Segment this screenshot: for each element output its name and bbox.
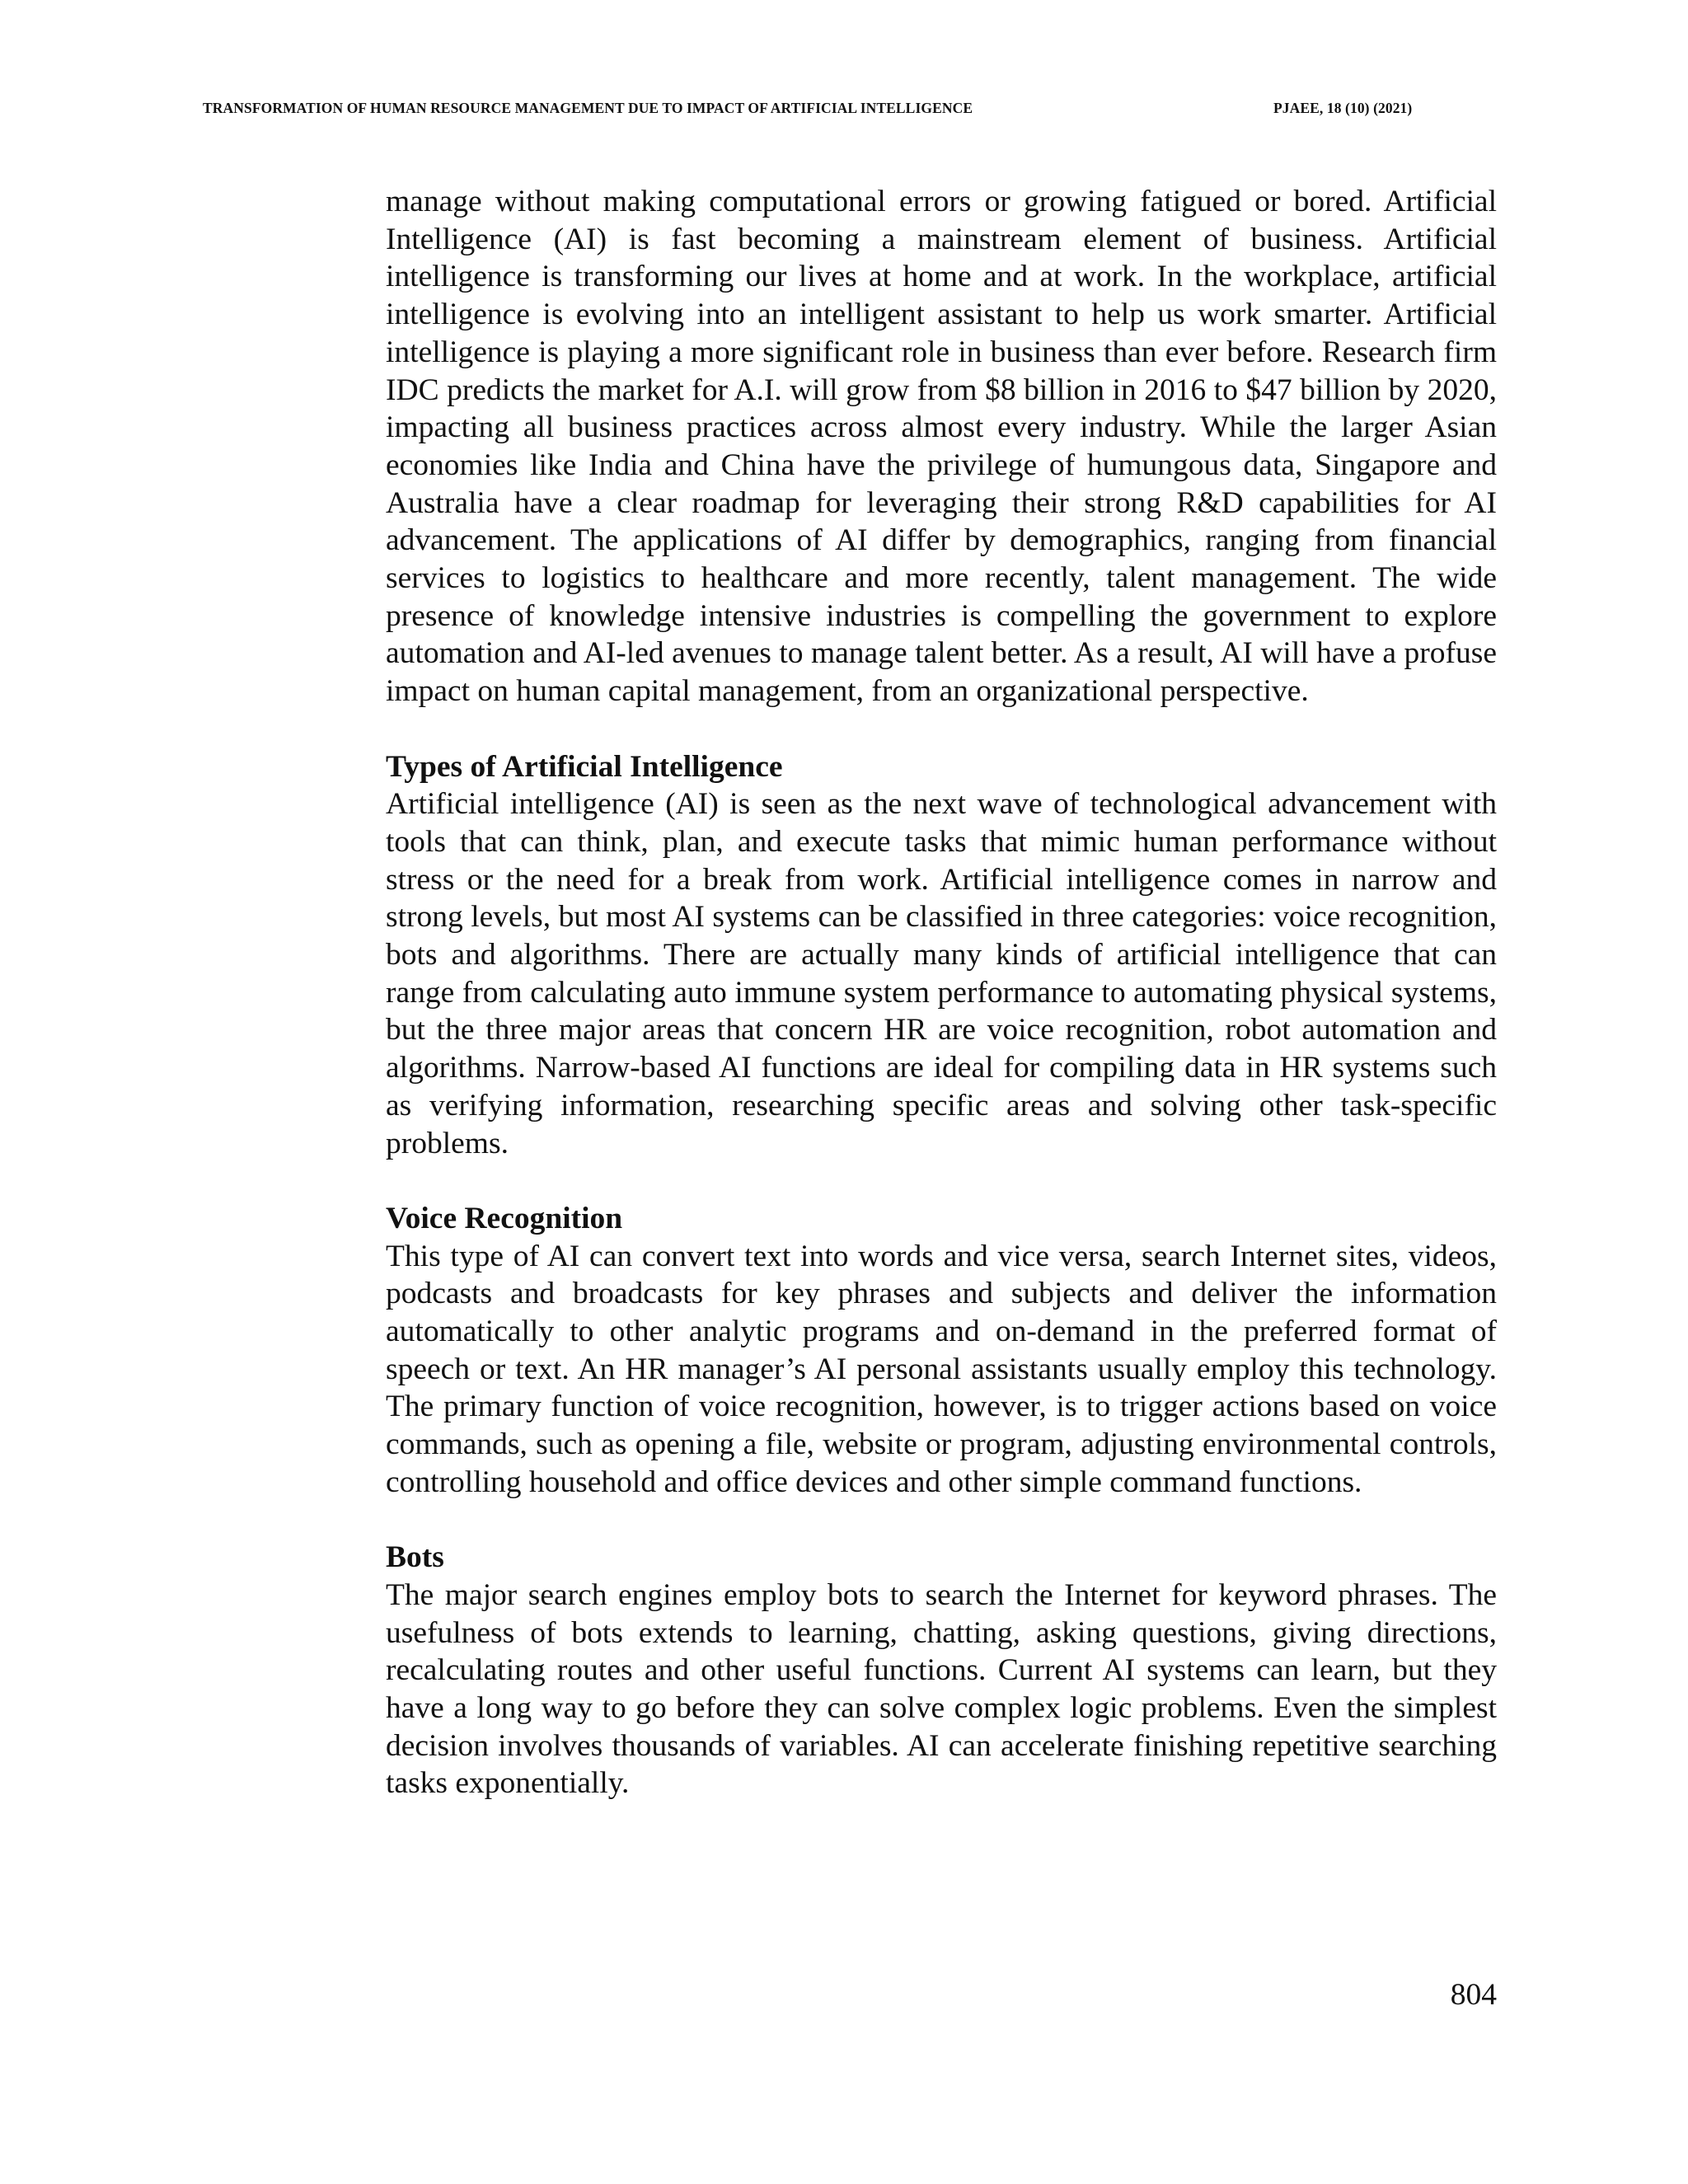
section-paragraph: This type of AI can convert text into words and vice versa, search Internet sites, videos, podcasts and broadcasts for key phrases and subjects and deliver the information automatically to other analytic programs and on-demand in the preferred format of speech or text. An HR manager’s AI personal assistants usually employ this technology. The primary function of voice recognition, however, is to trigger actions based on voice commands, such as opening a file, website or program, adjusting environmental controls, controlling household and office devices and other simple command functions. [386,1239,1497,1499]
section-types-of-ai [386,748,1497,1163]
section-paragraph: Artificial intelligence (AI) is seen as the next wave of technological advancement with tools that can think, plan, and execute tasks that mimic human performance without stress or the need for a break from work. Artificial intelligence comes in narrow and strong levels, but most AI systems can be classified in three categories: voice recognition, bots and algorithms. There are actually many kinds of artificial intelligence that can range from calculating auto immune system performance to automating physical systems, but the three major areas that concern HR are voice recognition, robot automation and algorithms. Narrow-based AI functions are ideal for compiling data in HR systems such as verifying information, researching specific areas and solving other task-specific problems. [386,787,1497,1160]
running-title: TRANSFORMATION OF HUMAN RESOURCE MANAGEMENT DUE TO IMPACT OF ARTIFICIAL INTELLIGENCE [203,100,973,116]
section-paragraph: The major search engines employ bots to search the Internet for keyword phrases. The usefulness of bots extends to learning, chatting, asking questions, giving directions, recalculating routes and other useful functions. Current AI systems can learn, but they have a long way to go before they can solve complex logic problems. Even the simplest decision involves thousands of variables. AI can accelerate finishing repetitive searching tasks exponentially. [386,1577,1497,1801]
section-voice-recognition [386,1200,1497,1502]
page-body [386,183,1497,1802]
intro-paragraph: manage without making computational errors or growing fatigued or bored. Artificial Intelligence (AI) is fast becoming a mainstream element of business. Artificial intelligence is transforming our lives at home and at work. In the workplace, artificial intelligence is evolving into an intelligent assistant to help us work smarter. Artificial intelligence is playing a more significant role in business than ever before. Research firm IDC predicts the market for A.I. will grow from $8 billion in 2016 to $47 billion by 2020, impacting all business practices across almost every industry. While the larger Asian economies like India and China have the privilege of humungous data, Singapore and Australia have a clear roadmap for leveraging their strong R&D capabilities for AI advancement. The applications of AI differ by demographics, ranging from financial services to logistics to healthcare and more recently, talent management. The wide presence of knowledge intensive industries is compelling the government to explore automation and AI-led avenues to manage talent better. As a result, AI will have a profuse impact on human capital management, from an organizational perspective. [386,185,1497,709]
section-heading: Voice Recognition [386,1201,623,1235]
section-bots [386,1539,1497,1802]
page-number: 804 [1450,1978,1497,2012]
running-header [0,98,1688,118]
journal-reference: PJAEE, 18 (10) (2021) [1273,100,1413,116]
section-heading: Types of Artificial Intelligence [386,749,783,784]
section-heading: Bots [386,1540,444,1575]
